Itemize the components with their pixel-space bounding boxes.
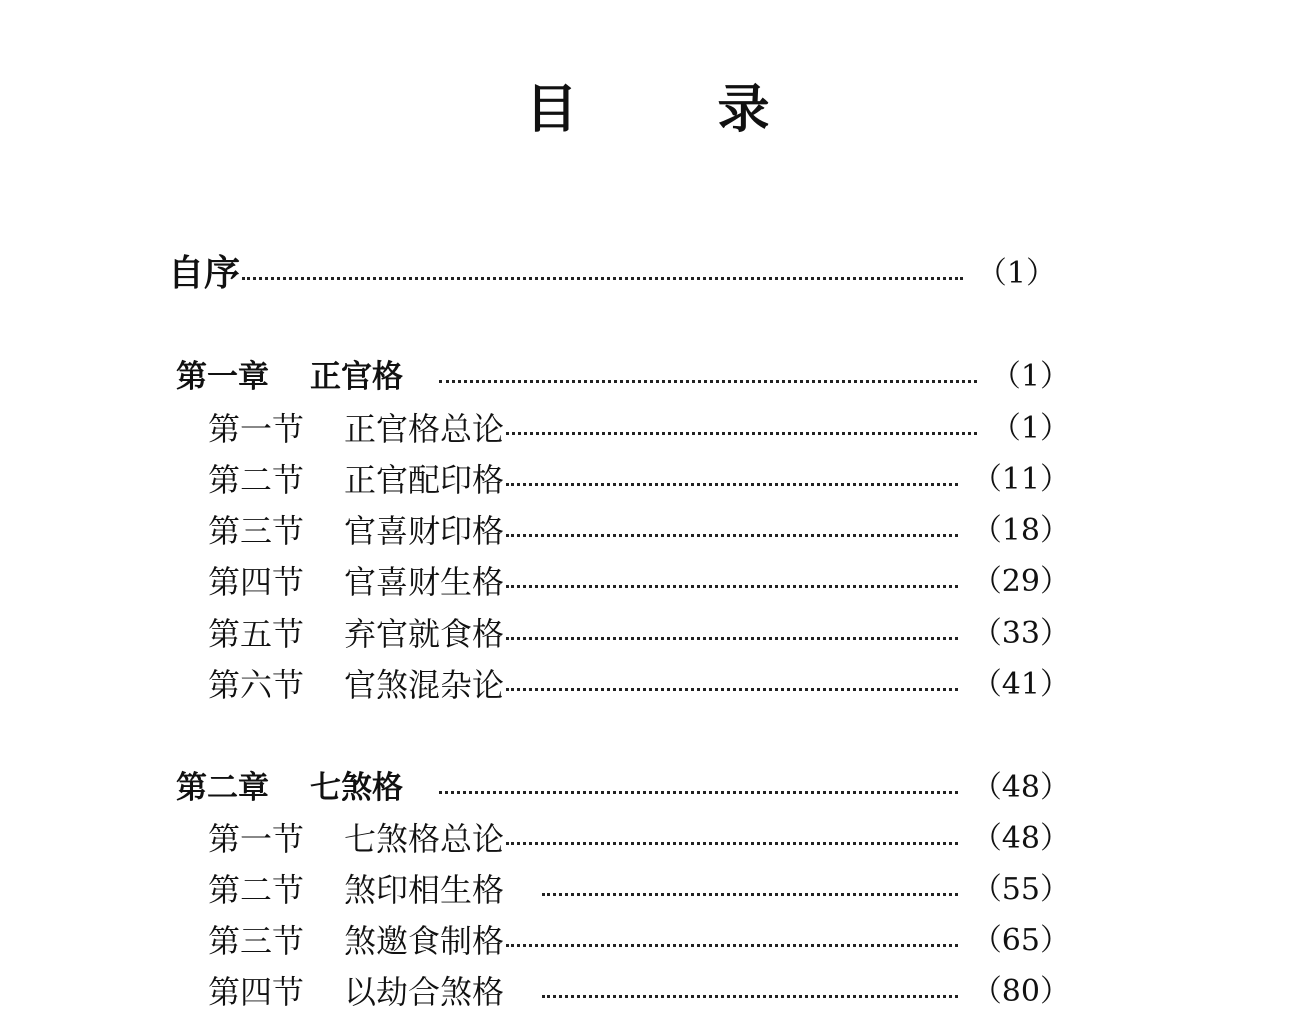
dot-leader xyxy=(506,432,977,435)
toc-entry-section xyxy=(208,460,1070,500)
dot-leader xyxy=(439,791,958,794)
section-title: 煞印相生格 xyxy=(344,871,505,909)
dot-leader xyxy=(439,380,977,383)
toc-page-number: （80） xyxy=(971,974,1070,1009)
section-number: 第三节 xyxy=(208,512,305,550)
section-number: 第四节 xyxy=(208,973,305,1011)
dot-leader xyxy=(506,637,958,640)
section-title: 正官格总论 xyxy=(344,410,505,448)
toc-entry-section xyxy=(208,921,1070,961)
dot-leader xyxy=(542,893,958,896)
section-number: 第一节 xyxy=(208,410,305,448)
dot-leader xyxy=(506,534,958,537)
section-number: 第五节 xyxy=(208,615,305,653)
toc-page-number: （48） xyxy=(971,821,1070,856)
section-title: 七煞格总论 xyxy=(344,820,505,858)
toc-page-number: （1） xyxy=(990,359,1070,394)
dot-leader xyxy=(506,842,958,845)
toc-page-number: （18） xyxy=(971,513,1070,548)
chapter-number: 第一章 xyxy=(176,359,269,395)
section-number: 第二节 xyxy=(208,871,305,909)
toc-entry-section xyxy=(208,511,1070,551)
toc-entry-section xyxy=(208,562,1070,602)
chapter-title: 七煞格 xyxy=(310,770,403,806)
toc-entry-section xyxy=(208,972,1070,1012)
toc-entry-section xyxy=(208,614,1070,654)
toc-entry-section xyxy=(208,819,1070,859)
section-title: 正官配印格 xyxy=(344,461,505,499)
toc-page-number: （33） xyxy=(971,616,1070,651)
toc-page-number: （1） xyxy=(990,411,1070,446)
section-title: 弃官就食格 xyxy=(344,615,505,653)
section-number: 第一节 xyxy=(208,820,305,858)
dot-leader xyxy=(506,944,958,947)
dot-leader xyxy=(242,277,963,280)
dot-leader xyxy=(506,585,958,588)
dot-leader xyxy=(506,688,958,691)
toc-entry-section xyxy=(208,665,1070,705)
toc-entry-section xyxy=(208,409,1070,449)
toc-page-number: （41） xyxy=(971,667,1070,702)
dot-leader xyxy=(506,483,958,486)
section-title: 以劫合煞格 xyxy=(344,973,505,1011)
toc-page-number: （55） xyxy=(971,872,1070,907)
section-number: 第二节 xyxy=(208,461,305,499)
toc-label: 自序 xyxy=(168,253,241,294)
section-title: 煞邀食制格 xyxy=(344,922,505,960)
toc-page-number: （1） xyxy=(976,256,1056,291)
chapter-title: 正官格 xyxy=(310,359,403,395)
page-title: 目 录 xyxy=(525,80,814,140)
section-title: 官喜财生格 xyxy=(344,563,505,601)
section-title: 官喜财印格 xyxy=(344,512,505,550)
toc-page-number: （11） xyxy=(971,462,1070,497)
toc-entry-chapter-1 xyxy=(176,357,1070,397)
section-number: 第四节 xyxy=(208,563,305,601)
toc-entry-chapter-2 xyxy=(176,768,1070,808)
toc-page-number: （29） xyxy=(971,564,1070,599)
toc-page-number: （48） xyxy=(971,770,1070,805)
toc-entry-section xyxy=(208,870,1070,910)
toc-page-number: （65） xyxy=(971,923,1070,958)
chapter-number: 第二章 xyxy=(176,770,269,806)
toc-entry-preface xyxy=(168,254,1056,294)
section-title: 官煞混杂论 xyxy=(344,666,505,704)
section-number: 第六节 xyxy=(208,666,305,704)
section-number: 第三节 xyxy=(208,922,305,960)
